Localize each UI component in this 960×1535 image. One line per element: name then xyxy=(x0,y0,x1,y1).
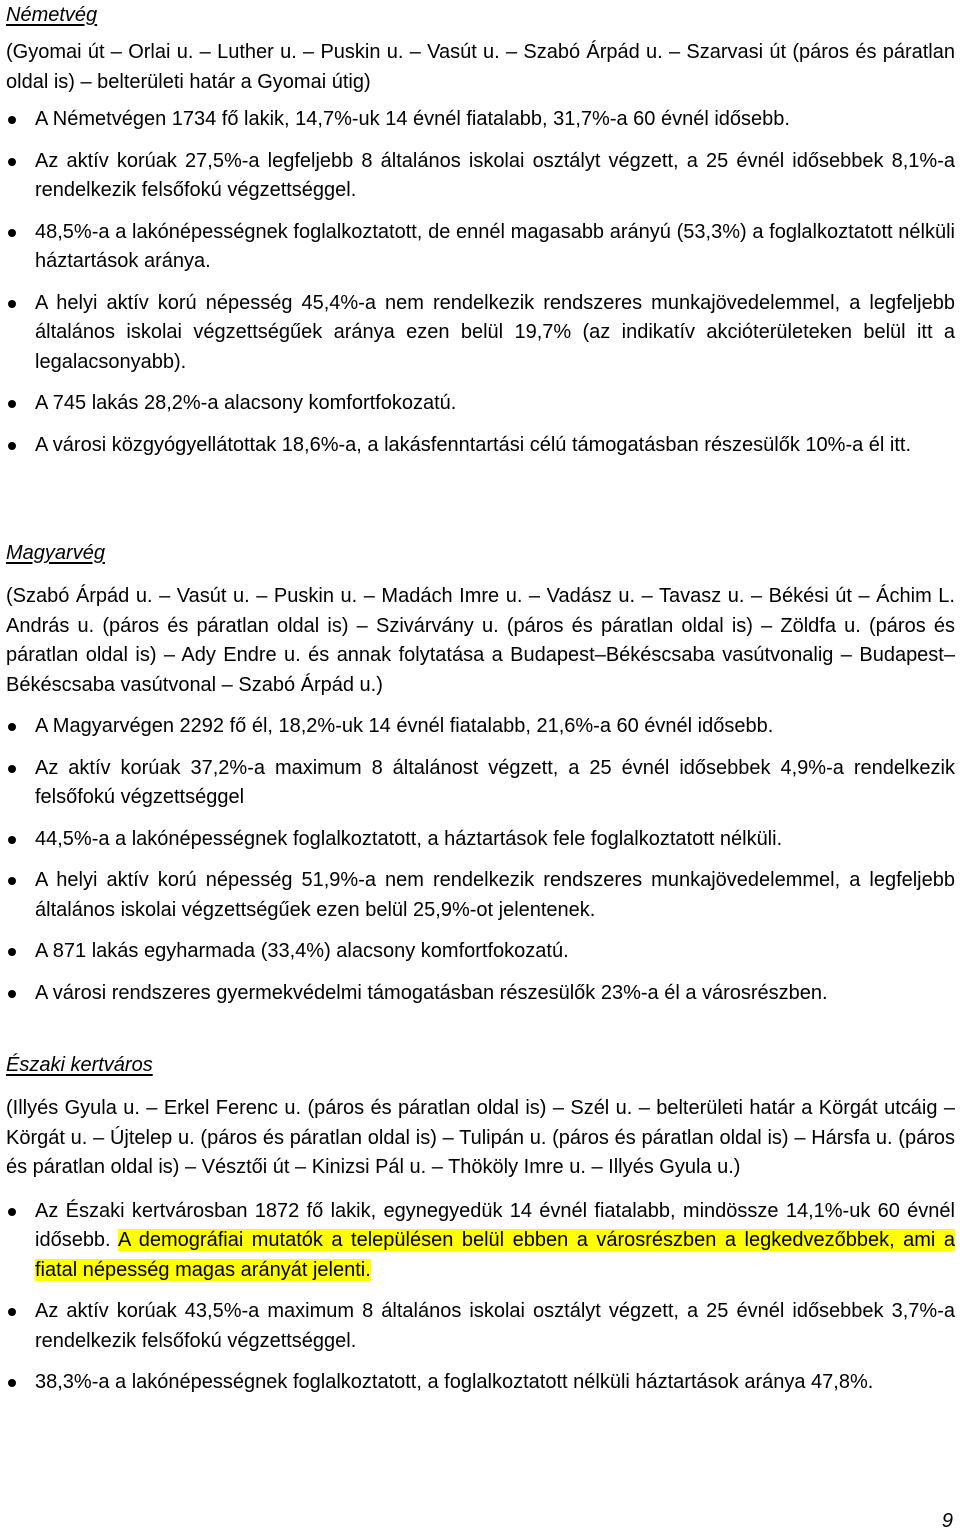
list-item: Az aktív korúak 27,5%-a legfeljebb 8 általános iskolai osztályt végzett, a 25 évnél idősebbek 8,1%-a rendelkezik felsőfokú végzettséggel. xyxy=(6,147,955,206)
section-eszaki-kertvaros xyxy=(6,1050,955,1398)
list-item: 38,3%-a a lakónépességnek foglalkoztatott, a foglalkoztatott nélküli háztartások aránya 47,8%. xyxy=(6,1368,955,1398)
bullet-icon xyxy=(8,948,16,956)
bullet-icon xyxy=(8,300,16,308)
bullet-icon xyxy=(8,442,16,450)
list-item: A 871 lakás egyharmada (33,4%) alacsony komfortfokozatú. xyxy=(6,937,955,967)
section-description: (Szabó Árpád u. – Vasút u. – Puskin u. – Madách Imre u. – Vadász u. – Tavasz u. – Békési út – Áchim L. András u. (páros és páratlan oldal is) – Szivárvány u. (páros és páratlan oldal is) – Zöldfa u. (páros és páratlan oldal is) – Ady Endre u. és annak folytatása a Budapest–Békéscsaba vasútvonalig – Budapest–Békéscsaba vasútvonal – Szabó Árpád u.) xyxy=(6,585,955,696)
section-description: (Illyés Gyula u. – Erkel Ferenc u. (páros és páratlan oldal is) – Szél u. – belterületi határ a Körgát utcáig – Körgát u. – Újtelep u. (páros és páratlan oldal is) – Tulipán u. (páros és páratlan oldal is) – Hársfa u. (páros és páratlan oldal is) – Vésztői út – Kinizsi Pál u. – Thököly Imre u. – Illyés Gyula u.) xyxy=(6,1097,955,1178)
bullet-icon xyxy=(8,723,16,731)
bullet-list xyxy=(6,712,955,1008)
list-item: A helyi aktív korú népesség 45,4%-a nem rendelkezik rendszeres munkajövedelemmel, a legfeljebb általános iskolai végzettségűek aránya ezen belül 19,7% (az indikatív akcióterületeken belül itt a legalacsonyabb). xyxy=(6,289,955,378)
list-item: A Németvégen 1734 fő lakik, 14,7%-uk 14 évnél fiatalabb, 31,7%-a 60 évnél idősebb. xyxy=(6,105,955,135)
list-item: A városi közgyógyellátottak 18,6%-a, a lakásfenntartási célú támogatásban részesülők 10%-a él itt. xyxy=(6,431,955,461)
bullet-icon xyxy=(8,1379,16,1387)
list-item: A 745 lakás 28,2%-a alacsony komfortfokozatú. xyxy=(6,389,955,419)
page-number: 9 xyxy=(941,1510,953,1532)
section-heading: Németvég xyxy=(6,4,98,26)
list-item: A helyi aktív korú népesség 51,9%-a nem rendelkezik rendszeres munkajövedelemmel, a legfeljebb általános iskolai végzettségűek ezen belül 25,9%-ot jelentenek. xyxy=(6,866,955,925)
list-item: Az aktív korúak 37,2%-a maximum 8 általánost végzett, a 25 évnél idősebbek 4,9%-a rendelkezik felsőfokú végzettséggel xyxy=(6,754,955,813)
list-item: Az aktív korúak 43,5%-a maximum 8 általános iskolai osztályt végzett, a 25 évnél idősebbek 3,7%-a rendelkezik felsőfokú végzettséggel. xyxy=(6,1297,955,1356)
list-item: A Magyarvégen 2292 fő él, 18,2%-uk 14 évnél fiatalabb, 21,6%-a 60 évnél idősebb. xyxy=(6,712,955,742)
bullet-icon xyxy=(8,765,16,773)
bullet-icon xyxy=(8,400,16,408)
bullet-list xyxy=(6,105,955,460)
bullet-icon xyxy=(8,1208,16,1216)
bullet-icon xyxy=(8,1308,16,1316)
section-heading: Északi kertváros xyxy=(6,1054,153,1076)
list-item: 48,5%-a a lakónépességnek foglalkoztatott, de ennél magasabb arányú (53,3%) a foglalkoztatott nélküli háztartások aránya. xyxy=(6,218,955,277)
bullet-icon xyxy=(8,158,16,166)
highlighted-text: A demográfiai mutatók a településen belül ebben a városrészben a legkedvezőbbek, ami a fiatal népesség magas arányát jelenti. xyxy=(35,1229,956,1281)
list-item: 44,5%-a a lakónépességnek foglalkoztatott, a háztartások fele foglalkoztatott nélküli. xyxy=(6,825,955,855)
list-item: Az Északi kertvárosban 1872 fő lakik, egynegyedük 14 évnél fiatalabb, mindössze 14,1%-uk 60 évnél idősebb. A demográfiai mutatók a településen belül ebben a városrészben a legkedvezőbbek, ami a fiatal népesség magas arányát jelenti. xyxy=(6,1197,955,1286)
bullet-icon xyxy=(8,836,16,844)
list-item: A városi rendszeres gyermekvédelmi támogatásban részesülők 23%-a él a városrészben. xyxy=(6,979,955,1009)
bullet-icon xyxy=(8,877,16,885)
section-magyarveg xyxy=(6,538,955,1008)
bullet-list xyxy=(6,1197,955,1398)
section-nemetveg xyxy=(6,0,955,460)
bullet-icon xyxy=(8,990,16,998)
bullet-icon xyxy=(8,229,16,237)
bullet-icon xyxy=(8,116,16,124)
section-heading: Magyarvég xyxy=(6,542,105,564)
section-description: (Gyomai út – Orlai u. – Luther u. – Puskin u. – Vasút u. – Szabó Árpád u. – Szarvasi út (páros és páratlan oldal is) – belterületi határ a Gyomai útig) xyxy=(6,41,955,93)
